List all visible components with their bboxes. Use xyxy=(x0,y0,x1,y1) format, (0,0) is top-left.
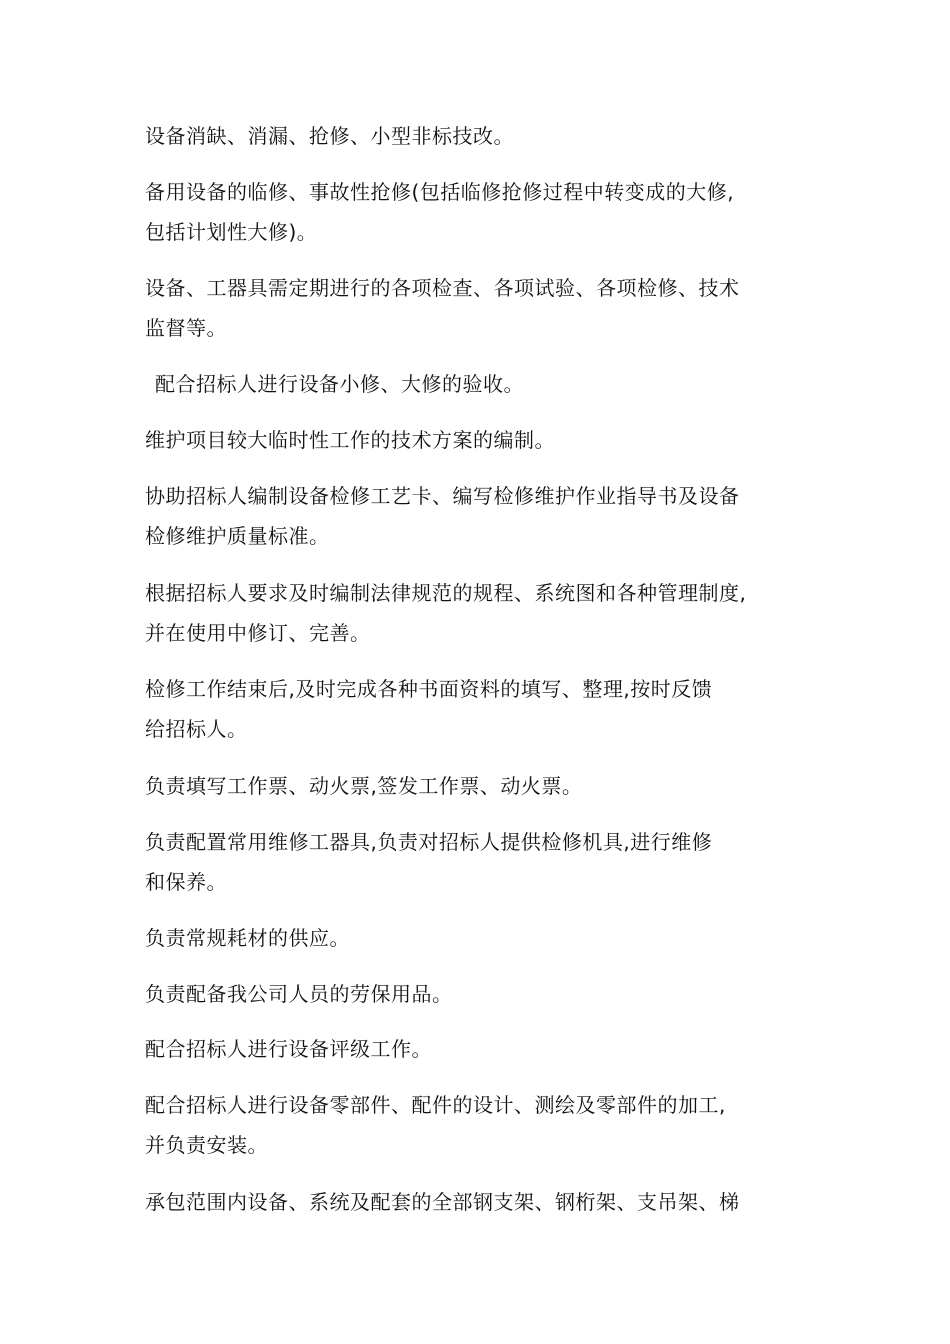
paragraph-8 xyxy=(145,669,810,749)
paragraph-line: 包括计划性大修)。 xyxy=(145,220,318,244)
paragraph-line: 给招标人。 xyxy=(145,717,248,741)
paragraph-12 xyxy=(145,974,810,1014)
paragraph-13 xyxy=(145,1029,810,1069)
paragraph-line: 负责填写工作票、动火票,签发工作票、动火票。 xyxy=(145,774,583,798)
paragraph-15 xyxy=(145,1182,810,1222)
paragraph-5 xyxy=(145,420,810,460)
paragraph-line: 设备、工器具需定期进行的各项检查、各项试验、各项检修、技术 xyxy=(145,276,740,300)
paragraph-1 xyxy=(145,116,810,156)
paragraph-line: 监督等。 xyxy=(145,316,227,340)
paragraph-line: 承包范围内设备、系统及配套的全部钢支架、钢桁架、支吊架、梯 xyxy=(145,1190,740,1214)
paragraph-4 xyxy=(145,364,820,404)
paragraph-line: 并在使用中修订、完善。 xyxy=(145,621,371,645)
paragraph-line: 并负责安装。 xyxy=(145,1133,268,1157)
paragraph-line: 备用设备的临修、事故性抢修(包括临修抢修过程中转变成的大修, xyxy=(145,180,735,204)
paragraph-line: 检修工作结束后,及时完成各种书面资料的填写、整理,按时反馈 xyxy=(145,677,713,701)
paragraph-11 xyxy=(145,918,810,958)
paragraph-line: 配合招标人进行设备小修、大修的验收。 xyxy=(155,372,524,396)
paragraph-line: 设备消缺、消漏、抢修、小型非标技改。 xyxy=(145,124,514,148)
paragraph-line: 配合招标人进行设备零部件、配件的设计、测绘及零部件的加工, xyxy=(145,1093,726,1117)
paragraph-10 xyxy=(145,822,810,902)
paragraph-2 xyxy=(145,172,810,252)
paragraph-line: 和保养。 xyxy=(145,870,227,894)
paragraph-line: 检修维护质量标准。 xyxy=(145,524,330,548)
paragraph-6 xyxy=(145,476,810,556)
paragraph-line: 负责常规耗材的供应。 xyxy=(145,926,350,950)
paragraph-14 xyxy=(145,1085,810,1165)
paragraph-line: 负责配置常用维修工器具,负责对招标人提供检修机具,进行维修 xyxy=(145,830,713,854)
paragraph-7 xyxy=(145,573,810,653)
paragraph-3 xyxy=(145,268,810,348)
paragraph-line: 负责配备我公司人员的劳保用品。 xyxy=(145,982,453,1006)
paragraph-9 xyxy=(145,766,810,806)
paragraph-line: 根据招标人要求及时编制法律规范的规程、系统图和各种管理制度, xyxy=(145,581,747,605)
paragraph-line: 配合招标人进行设备评级工作。 xyxy=(145,1037,432,1061)
paragraph-line: 协助招标人编制设备检修工艺卡、编写检修维护作业指导书及设备 xyxy=(145,484,740,508)
paragraph-line: 维护项目较大临时性工作的技术方案的编制。 xyxy=(145,428,555,452)
